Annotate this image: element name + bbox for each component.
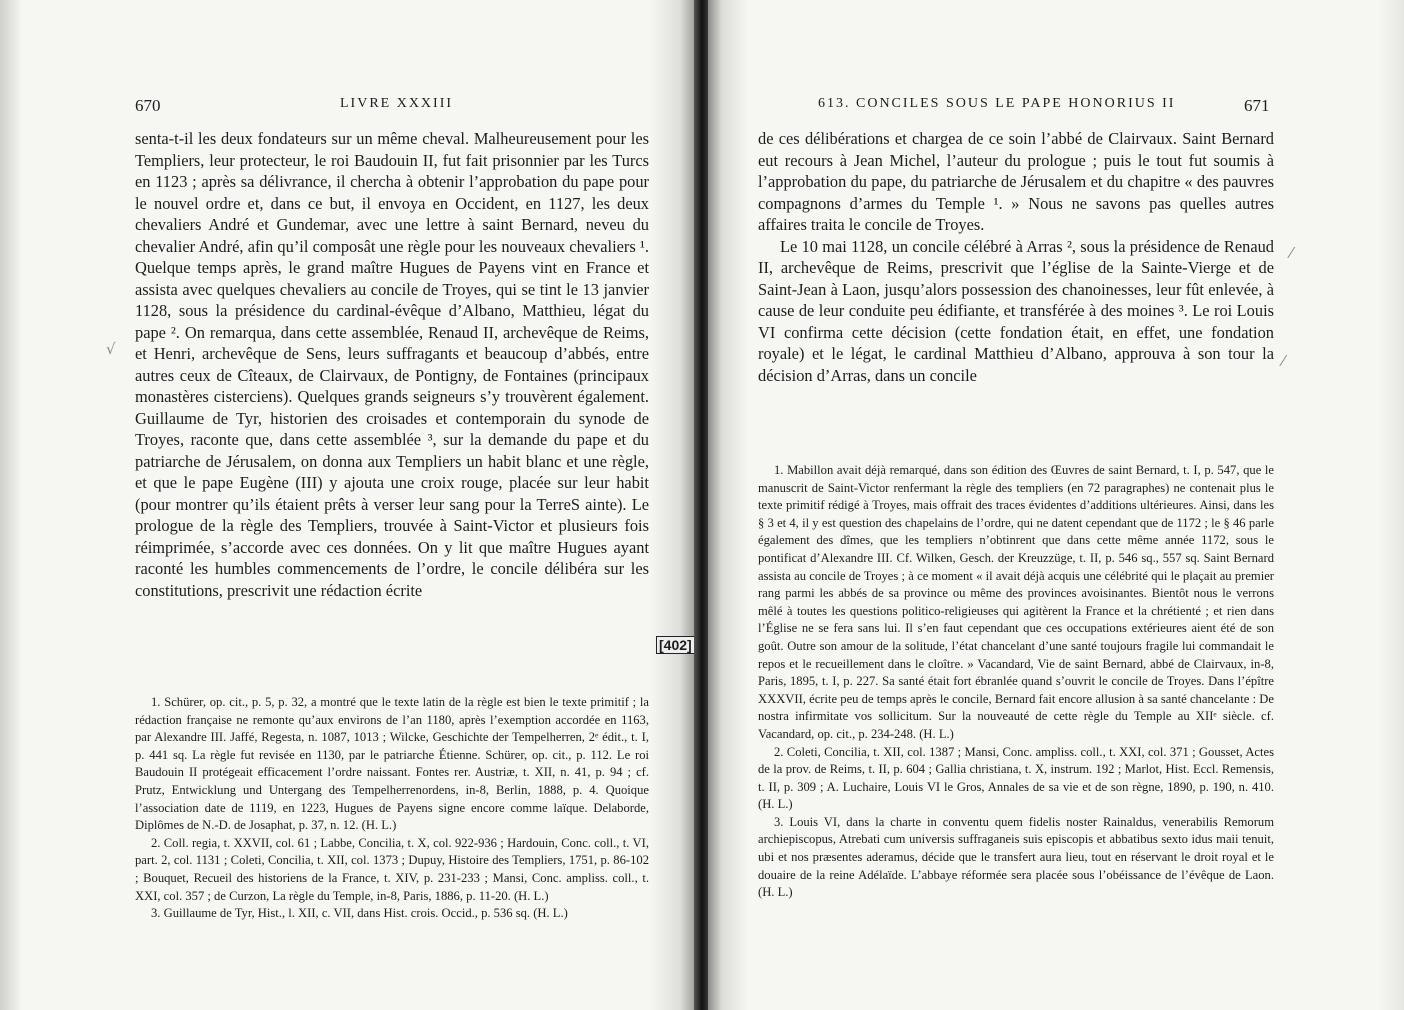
footnote: 1. Schürer, op. cit., p. 5, p. 32, a montré que le texte latin de la règle est bien le texte primitif ; la rédaction française ne remonte qu’aux environs de l’an 1180, après l’exemption accordée en 1163, par Alexandre III. Jaffé, Regesta, n. 1087, 1013 ; Wilcke, Geschichte der Tempelherren, 2ᵉ édit., t. I, p. 441 sq. La règle fut revisée en 1130, par le patriarche Étienne. Schürer, op. cit., p. 112. Le roi Baudouin II protégeait efficacement l’ordre naissant. Fontes rer. Austriæ, t. XII, n. 41, p. 94 ; cf. Prutz, Entwicklung und Untergang des Tempelherrenordens, in-8, Berlin, 1888, p. 4. Quoique l’association date de 1119, en 1223, Hugues de Payens signe encore comme laïque. Delaborde, Diplômes de N.-D. de Josaphat, p. 37, n. 12. (H. L.)	[135, 695, 649, 833]
left-running-head: LIVRE XXXIII	[340, 96, 454, 111]
margin-pencil-mark: ⁄	[1290, 244, 1293, 262]
margin-pencil-mark: √	[106, 340, 116, 358]
left-page-number: 670	[135, 96, 161, 115]
right-body-text	[758, 128, 1274, 386]
paragraph: senta-t-il les deux fondateurs sur un même cheval. Malheureusement pour les Templiers, leur protecteur, le roi Baudouin II, fut fait prisonnier par les Turcs en 1123 ; après sa délivrance, il chercha à obtenir l’approbation du pape pour le nouvel ordre et, dans ce but, il envoya en Occident, en 1127, les deux chevaliers André et Gundemar, avec une lettre à saint Bernard, neveu du chevalier André, afin qu’il composât une règle pour les nouveaux chevaliers ¹. Quelque temps après, le grand maître Hugues de Payens vint en France et assista avec quelques chevaliers au concile de Troyes, qui se tint le 13 janvier 1128, sous la présidence du cardinal-évêque d’Albano, Matthieu, légat du pape ². On remarqua, dans cette assemblée, Renaud II, archevêque de Reims, et Henri, archevêque de Sens, leurs suffragants et beaucoup d’abbés, entre autres ceux de Cîteaux, de Clairvaux, de Pontigny, de Fontaines (principaux monastères cisterciens). Quelques grands seigneurs s’y trouvèrent également. Guillaume de Tyr, historien des croisades et contemporain du synode de Troyes, raconte que, dans cette assemblée ³, sur la demande du pape et du patriarche de Jérusalem, on donna aux Templiers un habit blanc et une règle, et que le pape Eugène (III) y ajouta une croix rouge, placée sur leur habit (pour montrer qu’ils étaient prêts à verser leur sang pour la TerreS ainte). Le prologue de la règle des Templiers, trouvée à Saint-Victor et plusieurs fois réimprimée, s’accorde avec ces données. On y lit que maître Hugues ayant raconté les humbles commencements de l’ordre, le concile délibéra sur les constitutions, prescrivit une rédaction écrite	[135, 129, 649, 600]
paragraph: Le 10 mai 1128, un concile célébré à Arras ², sous la présidence de Renaud II, archevêque de Reims, prescrivit que l’église de la Sainte-Vierge et de Saint-Jean à Laon, jusqu’alors possession des chanoinesses, leur fût enlevée, à cause de leur conduite peu édifiante, et transférée à des moines ³. Le roi Louis VI confirma cette décision (cette fondation était, en effet, une fondation royale) et le légat, le cardinal Matthieu d’Albano, approuva à son tour la décision d’Arras, dans un concile	[758, 236, 1274, 385]
right-footnotes	[758, 462, 1274, 902]
left-footnotes	[135, 694, 649, 923]
paragraph: de ces délibérations et chargea de ce soin l’abbé de Clairvaux. Saint Bernard eut recours à Jean Michel, l’auteur du prologue ; puis le tout fut soumis à l’approbation du pape, du patriarche de Jérusalem et du chapitre « des pauvres compagnons d’armes du Temple ¹. » Nous ne savons pas quelles autres affaires traita le concile de Troyes.	[758, 129, 1274, 234]
footnote: 3. Guillaume de Tyr, Hist., l. XII, c. VII, dans Hist. crois. Occid., p. 536 sq. (H. L.)	[151, 906, 568, 921]
footnote: 1. Mabillon avait déjà remarqué, dans son édition des Œuvres de saint Bernard, t. I, p. 547, que le manuscrit de Saint-Victor renfermant la règle des templiers (en 72 paragraphes) ne contenait plus le texte primitif rédigé à Troyes, mais offrait des traces évidentes d’additions ultérieures. Ainsi, dans les § 3 et 4, il y est question des chapelains de l’ordre, qui ne datent cependant que de 1172 ; le § 46 parle également des dîmes, que les templiers n’obtinrent que dans cette même année 1172, sous le pontificat d’Alexandre III. Cf. Wilken, Gesch. der Kreuzzüge, t. II, p. 546 sq., 557 sq. Saint Bernard assista au concile de Troyes ; à ce moment « il avait déjà acquis une célébrité qui le plaçait au premier rang parmi les abbés de sa province ou même des provinces avoisinantes. Bientôt nous le verrons mêlé à toutes les questions politico-religieuses qui agitèrent la France et la chrétienté ; et rien dans l’Église ne se fera sans lui. Il s’en faut cependant que ces occupations extérieures aient été de son goût. Outre son amour de la solitude, l’état chancelant d’une santé toujours fragile lui commandait le repos et le recueillement dans le cloître. » Vacandard, Vie de saint Bernard, abbé de Clairvaux, in-8, Paris, 1895, t. I, p. 227. Sa santé était fort ébranlée quand s’ouvrit le concile de Troyes. Dans l’épître XXXVII, écrite peu de temps après le concile, Bernard fait encore allusion à sa santé chancelante : De nostra infirmitate vos sollicitum. Sur la nouveauté de cette règle du Temple au XIIᵉ siècle. cf. Vacandard, op. cit., p. 234-248. (H. L.)	[758, 463, 1274, 741]
footnote: 2. Coll. regia, t. XXVII, col. 61 ; Labbe, Concilia, t. X, col. 922-936 ; Hardouin, Conc. coll., t. VI, part. 2, col. 1131 ; Coleti, Concilia, t. XII, col. 1373 ; Dupuy, Histoire des Templiers, 1751, p. 86-102 ; Bouquet, Recueil des historiens de la France, t. XIV, p. 231-233 ; Mansi, Conc. ampliss. coll., t. XXI, col. 357 ; de Curzon, La règle du Temple, in-8, Paris, 1886, p. 11-20. (H. L.)	[135, 835, 649, 903]
right-page	[708, 0, 1404, 1010]
right-running-head: 613. CONCILES SOUS LE PAPE HONORIUS II	[818, 96, 1176, 111]
left-page	[0, 0, 696, 1010]
left-body-text	[135, 128, 649, 601]
right-page-number: 671	[1244, 96, 1270, 115]
footnote: 2. Coleti, Concilia, t. XII, col. 1387 ; Mansi, Conc. ampliss. coll., t. XXI, col. 371 ; Gousset, Actes de la prov. de Reims, t. II, p. 604 ; Gallia christiana, t. X, instrum. 192 ; Marlot, Hist. Eccl. Remensis, t. II, p. 309 ; A. Luchaire, Louis VI le Gros, Annales de sa vie et de son règne, 1890, p. 190, n. 410. (H. L.)	[758, 744, 1274, 812]
margin-pencil-mark: ⁄	[1282, 352, 1285, 370]
footnote: 3. Louis VI, dans la charte in conventu quem fidelis noster Rainaldus, venerabilis Remorum archiepiscopus, Atrebati cum universis suffraganeis suis episcopis et abbatibus sexto idus maii tenuit, ubi et nos præsentes aderamus, décide que le transfert aura lieu, tout en réservant le droit royal et le douaire de la reine Adélaïde. L’abbaye réformée sera placée sous l’obéissance de l’évêque de Laon. (H. L.)	[758, 814, 1274, 900]
margin-page-tag: [402]	[656, 636, 695, 654]
